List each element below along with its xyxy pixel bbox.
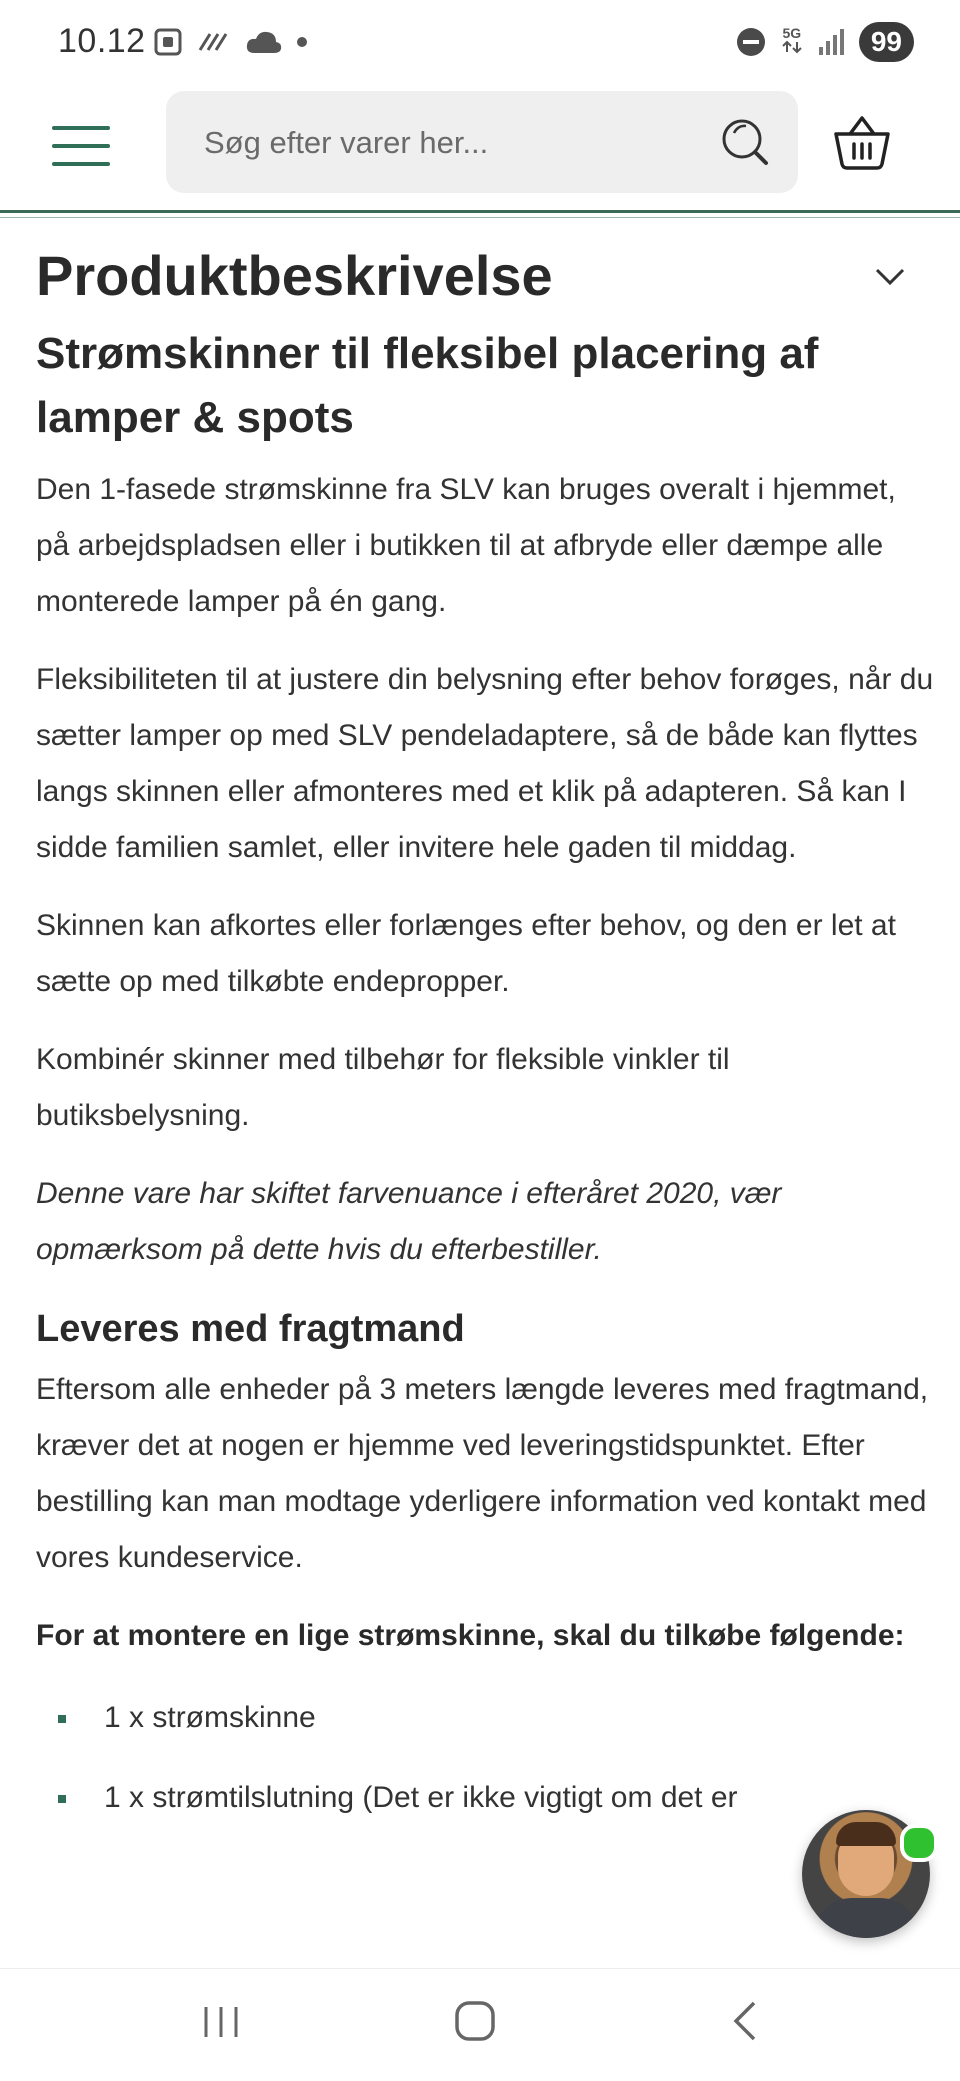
hotspot-icon <box>198 30 232 54</box>
data-arrows-icon <box>779 40 805 54</box>
dnd-icon <box>735 26 767 58</box>
online-status-dot <box>900 1824 938 1862</box>
home-icon[interactable] <box>440 1991 510 2051</box>
back-icon[interactable] <box>710 1991 780 2051</box>
color-change-note: Denne vare har skiftet farvenuance i efteråret 2020, vær opmærksom på dette hvis du efterbestiller. <box>36 1177 782 1266</box>
status-time: 10.12 <box>58 22 146 60</box>
mount-list <box>36 1678 936 1838</box>
list-item: 1 x strømtilslutning (Det er ikke vigtigt om det er <box>36 1758 936 1838</box>
product-description <box>36 222 936 1838</box>
status-left-icons <box>152 26 308 58</box>
description-paragraph: Fleksibiliteten til at justere din belysning efter behov forøges, når du sætter lamper op med SLV pendeladaptere, så de både kan flyttes langs skinnen eller afmonteres med et klik på adapteren. Så kan I sidde familien samlet, eller invitere hele gaden til middag. <box>36 663 934 864</box>
description-paragraph: Kombinér skinner med tilbehør for fleksible vinkler til butiksbelysning. <box>36 1043 730 1132</box>
signal-icon <box>817 27 847 57</box>
search-icon[interactable] <box>720 117 770 167</box>
status-right-icons <box>735 22 914 62</box>
cloud-icon <box>246 29 282 55</box>
recent-apps-icon[interactable] <box>186 1991 256 2051</box>
network-icon <box>779 26 805 59</box>
list-item: 1 x strømskinne <box>36 1678 936 1758</box>
dot-icon <box>296 36 308 48</box>
delivery-heading: Leveres med fragtmand <box>36 1308 465 1350</box>
screenshot-icon <box>152 26 184 58</box>
description-paragraph: Den 1-fasede strømskinne fra SLV kan bruges overalt i hjemmet, på arbejdspladsen eller i butikken til at afbryde eller dæmpe alle monterede lamper på én gang. <box>36 473 896 618</box>
basket-icon[interactable] <box>832 112 892 172</box>
system-nav-bar <box>0 1968 960 2081</box>
avatar-hair <box>836 1822 896 1846</box>
search-input[interactable] <box>202 91 706 195</box>
product-heading: Strømskinner til fleksibel placering af lamper & spots <box>36 329 819 442</box>
delivery-text: Eftersom alle enheder på 3 meters længde leveres med fragtmand, kræver det at nogen er hjemme ved leveringstidspunktet. Efter bestilling kan man modtage yderligere information ved kontakt med vores kundeservice. <box>36 1373 929 1574</box>
menu-icon[interactable] <box>52 124 112 168</box>
search-bar[interactable] <box>166 91 798 193</box>
site-header <box>0 88 960 213</box>
status-bar <box>0 0 960 88</box>
network-label: 5G <box>782 24 802 41</box>
section-title[interactable]: Produktbeskrivelse <box>36 244 553 307</box>
description-paragraph: Skinnen kan afkortes eller forlænges efter behov, og den er let at sætte op med tilkøbte endepropper. <box>36 909 896 998</box>
avatar-shirt <box>812 1898 920 1938</box>
mount-heading: For at montere en lige strømskinne, skal du tilkøbe følgende: <box>36 1619 905 1652</box>
battery-icon: 99 <box>859 22 914 62</box>
